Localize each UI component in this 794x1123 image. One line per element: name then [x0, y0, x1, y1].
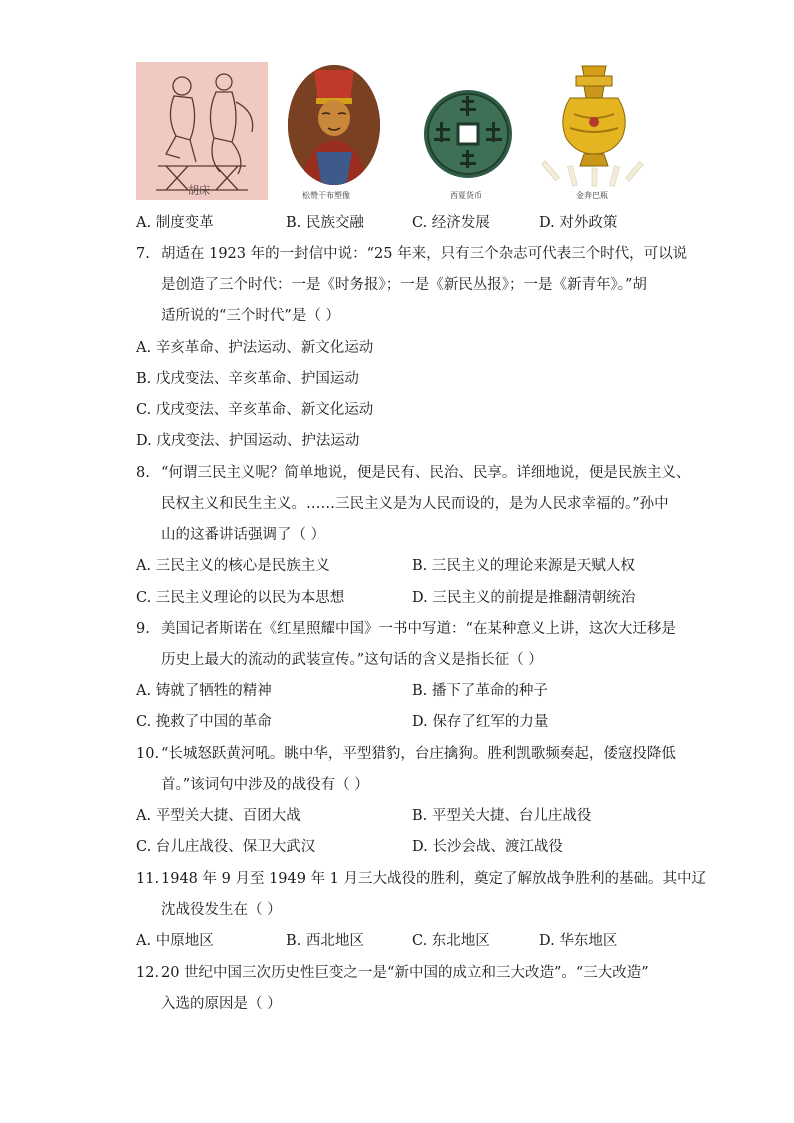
q6-image-row [136, 62, 676, 207]
q11-option-a[interactable]: A. 中原地区 [136, 933, 214, 949]
q7-stem-line-3: 适所说的“三个时代”是（ ） [161, 308, 340, 324]
hu-chuang-picture [136, 62, 268, 200]
q8-stem-line-3: 山的这番讲话强调了（ ） [161, 527, 326, 543]
golden-urn-caption: 金奔巴瓶 [576, 191, 608, 200]
q9-stem-line-1: 美国记者斯诺在《红星照耀中国》一书中写道：“在某种意义上讲，这次大迁移是 [161, 621, 676, 637]
q11-option-c[interactable]: C. 东北地区 [412, 933, 490, 949]
q8-option-c[interactable]: C. 三民主义理论的以民为本思想 [136, 590, 345, 606]
q6-option-b[interactable]: B. 民族交融 [286, 215, 364, 231]
q9-stem-line-2: 历史上最大的流动的武装宣传。”这句话的含义是指长征（ ） [161, 652, 543, 668]
songtsen-gampo-caption: 松赞干布塑像 [302, 191, 350, 200]
q8-option-b[interactable]: B. 三民主义的理论来源是天赋人权 [412, 558, 635, 574]
q7-stem-line-2: 是创造了三个时代：一是《时务报》；一是《新民丛报》；一是《新青年》。”胡 [161, 277, 647, 293]
songtsen-gampo-picture [286, 62, 382, 200]
q11-option-b[interactable]: B. 西北地区 [286, 933, 364, 949]
q11-stem-line-1: 1948 年 9 月至 1949 年 1 月三大战役的胜利，奠定了解放战争胜利的基础。其中辽 [161, 871, 707, 887]
q12-stem-line-2: 入选的原因是（ ） [161, 996, 282, 1012]
q8-stem-line-1: “何谓三民主义呢？简单地说，便是民有、民治、民享。详细地说，便是民族主义、 [161, 465, 691, 481]
q9-option-a[interactable]: A. 铸就了牺牲的精神 [136, 683, 272, 699]
q11-stem-line-2: 沈战役发生在（ ） [161, 902, 282, 918]
q10-option-a[interactable]: A. 平型关大捷、百团大战 [136, 808, 301, 824]
q6-option-d[interactable]: D. 对外政策 [539, 215, 618, 231]
golden-urn-picture [534, 62, 654, 200]
q6-option-c[interactable]: C. 经济发展 [412, 215, 490, 231]
q7-stem-line-1: 胡适在 1923 年的一封信中说：“25 年来，只有三个杂志可代表三个时代，可以说 [161, 246, 688, 262]
q10-stem-line-2: 首。”该词句中涉及的战役有（ ） [161, 777, 369, 793]
q7-option-c[interactable]: C. 戊戌变法、辛亥革命、新文化运动 [136, 402, 374, 418]
q8-number: 8. [136, 465, 150, 481]
q11-option-d[interactable]: D. 华东地区 [539, 933, 618, 949]
q9-option-c[interactable]: C. 挽救了中国的革命 [136, 714, 272, 730]
western-xia-coin-picture [418, 62, 518, 200]
q9-option-d[interactable]: D. 保存了红军的力量 [412, 714, 549, 730]
western-xia-coin-caption: 西夏货币 [450, 191, 482, 200]
q12-stem-line-1: 20 世纪中国三次历史性巨变之一是“新中国的成立和三大改造”。“三大改造” [161, 965, 649, 981]
q7-option-b[interactable]: B. 戊戌变法、辛亥革命、护国运动 [136, 371, 359, 387]
q9-number: 9. [136, 621, 150, 637]
q11-number: 11. [136, 871, 160, 887]
q6-option-a[interactable]: A. 制度变革 [136, 215, 214, 231]
q10-option-d[interactable]: D. 长沙会战、渡江战役 [412, 839, 563, 855]
q12-number: 12. [136, 965, 160, 981]
q7-option-d[interactable]: D. 戊戌变法、护国运动、护法运动 [136, 433, 360, 449]
q9-option-b[interactable]: B. 播下了革命的种子 [412, 683, 548, 699]
q10-option-b[interactable]: B. 平型关大捷、台儿庄战役 [412, 808, 592, 824]
hu-chuang-caption: 胡床 [188, 184, 210, 197]
q8-option-a[interactable]: A. 三民主义的核心是民族主义 [136, 558, 330, 574]
q10-number: 10. [136, 746, 160, 762]
q10-option-c[interactable]: C. 台儿庄战役、保卫大武汉 [136, 839, 316, 855]
q7-number: 7. [136, 246, 150, 262]
q8-stem-line-2: 民权主义和民生主义。……三民主义是为人民而设的，是为人民求幸福的。”孙中 [161, 496, 669, 512]
q8-option-d[interactable]: D. 三民主义的前提是推翻清朝统治 [412, 590, 636, 606]
q7-option-a[interactable]: A. 辛亥革命、护法运动、新文化运动 [136, 340, 374, 356]
q10-stem-line-1: “长城怒跃黄河吼。眺中华，平型猎豹，台庄擒狗。胜利凯歌频奏起，倭寇投降低 [161, 746, 676, 762]
